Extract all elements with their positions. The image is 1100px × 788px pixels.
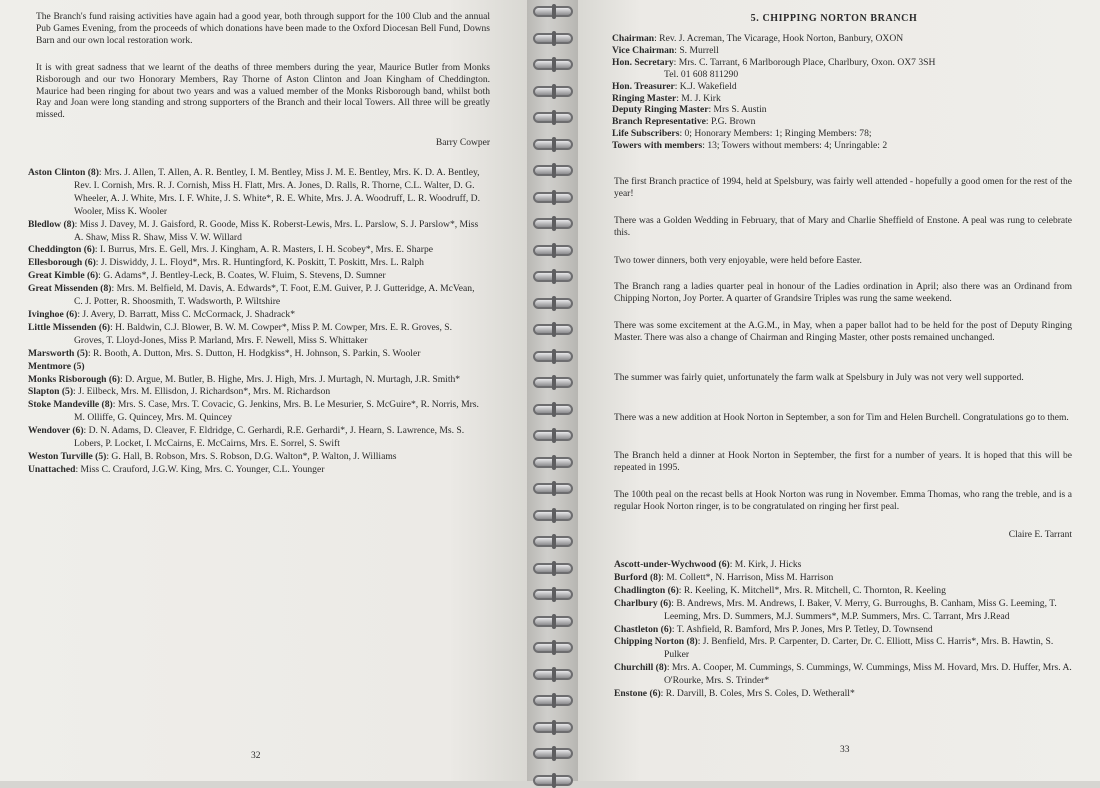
paragraph-first-practice: The first Branch practice of 1994, held at Spelsbury, was fairly well attended - hopefully a good omen for the rest of the year! [614, 177, 1072, 199]
spiral-coil [533, 616, 573, 627]
tower-entry [28, 283, 484, 309]
officer-value: : 13; Towers without members: 4; Unringable: 2 [702, 140, 888, 152]
page-number-left: 32 [251, 751, 261, 761]
tower-name: Cheddington (6) [28, 244, 95, 256]
officer-value: : K.J. Wakefield [674, 80, 737, 92]
officer-role: Towers with members [612, 140, 703, 152]
officer-row [612, 69, 1072, 81]
tower-name: Mentmore (5) [28, 360, 85, 372]
officer-role: Deputy Ringing Master [612, 104, 709, 116]
tower-name: Chastleton (6) [614, 623, 672, 635]
spiral-coil [533, 748, 573, 759]
paragraph-golden-wedding: There was a Golden Wedding in February, that of Mary and Charlie Sheffield of Enstone. A peal was rung to celebrate this. [614, 216, 1072, 238]
tower-membership-list [614, 559, 1074, 701]
spiral-coil [533, 33, 573, 44]
tower-name: Slapton (5) [28, 386, 74, 398]
signature-claire-tarrant: Claire E. Tarrant [1008, 530, 1072, 540]
spiral-coil [533, 139, 573, 150]
tower-entry [28, 399, 484, 425]
tower-name: Unattached [28, 463, 76, 475]
tower-name: Aston Clinton (8) [28, 167, 99, 178]
tower-members: : D. Argue, M. Butler, B. Highe, Mrs. J. High, Mrs. J. Murtagh, N. Murtagh, J.R. Smith* [120, 373, 461, 385]
spiral-coil [533, 377, 573, 388]
tower-members: : Miss C. Crauford, J.G.W. King, Mrs. C. Younger, C.L. Younger [75, 463, 325, 475]
branch-heading: 5. CHIPPING NORTON BRANCH [750, 13, 918, 24]
paragraph-summer: The summer was fairly quiet, unfortunately the farm walk at Spelsbury in July was not very well supported. [614, 373, 1024, 383]
officer-phone: Tel. 01 608 811290 [664, 68, 739, 80]
officer-row [612, 128, 1072, 140]
spiral-coil [533, 430, 573, 441]
tower-name: Marsworth (5) [28, 347, 88, 359]
tower-entry [28, 309, 484, 322]
tower-members: : R. Darvill, B. Coles, Mrs S. Coles, D. Wetherall* [660, 688, 855, 700]
officer-value: : Mrs. C. Tarrant, 6 Marlborough Place, Charlbury, Oxon. OX7 3SH [673, 56, 936, 68]
tower-membership-list [28, 167, 484, 477]
officer-value: : 0; Honorary Members: 1; Ringing Members: 78; [679, 128, 872, 140]
spiral-coil [533, 271, 573, 282]
tower-members: : I. Burrus, Mrs. E. Gell, Mrs. J. Kingham, A. R. Masters, I. H. Scobey*, Mrs. E. Sharpe [94, 244, 434, 256]
tower-members: : Miss J. Davey, M. J. Gaisford, R. Goode, Miss K. Roberst-Lewis, Mrs. L. Parslow, S. J. Parslow*, Miss A. Shaw, Miss R. Shaw, Miss V. W. Willard [74, 218, 479, 243]
spiral-coil [533, 510, 573, 521]
officer-row [612, 93, 1072, 105]
tower-entry [28, 322, 484, 348]
spiral-coil [533, 483, 573, 494]
spiral-coil [533, 563, 573, 574]
paragraph-tower-dinners: Two tower dinners, both very enjoyable, were held before Easter. [614, 256, 862, 266]
tower-members: : R. Booth, A. Dutton, Mrs. S. Dutton, H. Hodgkiss*, H. Johnson, S. Parkin, S. Wooler [87, 347, 421, 359]
tower-entry [28, 167, 484, 219]
tower-members: : M. Collett*, N. Harrison, Miss M. Harrison [661, 571, 834, 583]
spiral-coil [533, 86, 573, 97]
officer-value: : Mrs S. Austin [708, 104, 767, 116]
officer-value: : P.G. Brown [705, 116, 756, 128]
tower-members: : T. Ashfield, R. Bamford, Mrs P. Jones, Mrs P. Tetley, D. Townsend [671, 623, 933, 635]
tower-entry [28, 464, 484, 477]
tower-entry [614, 598, 1074, 624]
tower-entry [28, 451, 484, 464]
spiral-binding [527, 0, 578, 781]
officer-value: : S. Murrell [674, 44, 719, 56]
officer-role: Hon. Treasurer [612, 80, 675, 92]
tower-members: : B. Andrews, Mrs. M. Andrews, I. Baker, V. Merry, G. Burroughs, B. Canham, Miss G. Leeming, T. Leeming, Mrs. D. Summers, M.J. Summers*, M.P. Summers, Mrs. C. Tarrant, Mrs J.Read [664, 597, 1057, 622]
spiral-coil [533, 165, 573, 176]
tower-entry [28, 361, 484, 374]
officer-role: Branch Representative [612, 116, 706, 128]
spiral-coil [533, 6, 573, 17]
spiral-coil [533, 536, 573, 547]
spiral-coil [533, 775, 573, 786]
tower-entry [28, 425, 484, 451]
paragraph-new-addition: There was a new addition at Hook Norton in September, a son for Tim and Helen Burchell. Congratulations go to them. [614, 413, 1069, 423]
officer-row [612, 116, 1072, 128]
spiral-coil [533, 324, 573, 335]
officer-row [612, 140, 1072, 152]
tower-entry [28, 219, 484, 245]
spiral-coil [533, 245, 573, 256]
spiral-coil [533, 457, 573, 468]
paragraph-ladies-quarter-peal: The Branch rang a ladies quarter peal in honour of the Ladies ordination in April; also there was an Ordinand from Chipping Norton, Joy Porter. A quarter of Grandsire Triples was rung the same weekend. [614, 282, 1072, 304]
tower-name: Great Kimble (6) [28, 270, 99, 282]
tower-members: : G. Hall, B. Robson, Mrs. S. Robson, D.G. Walton*, P. Walton, J. Williams [106, 450, 397, 462]
left-page [0, 0, 527, 781]
tower-name: Stoke Mandeville (8) [28, 399, 113, 411]
tower-members: : H. Baldwin, C.J. Blower, B. W. M. Cowper*, Miss P. M. Cowper, Mrs. E. R. Groves, S. Groves, T. Lloyd-Jones, Miss P. Marland, Mrs. F. Newell, Miss S. Whittaker [74, 321, 453, 346]
spiral-coil [533, 404, 573, 415]
officer-role: Chairman [612, 33, 655, 44]
tower-members: : J. Eilbeck, Mrs. M. Ellisdon, J. Richardson*, Mrs. M. Richardson [73, 386, 331, 398]
tower-entry [614, 636, 1074, 662]
paragraph-agm: There was some excitement at the A.G.M., in May, when a paper ballot had to be held for the post of Deputy Ringing Master. There was also a change of Chairman and Ringing Master, other posts remained unchanged. [614, 321, 1072, 343]
officer-role: Ringing Master [612, 92, 677, 104]
tower-entry [28, 257, 484, 270]
spiral-coil [533, 589, 573, 600]
tower-members: : Mrs. A. Cooper, M. Cummings, S. Cummings, W. Cummings, Miss M. Hovard, Mrs. D. Huffer, Mrs. A. O'Rourke, Mrs. S. Trinder* [664, 662, 1072, 687]
tower-entry [28, 348, 484, 361]
tower-name: Great Missenden (8) [28, 283, 112, 295]
spiral-coil [533, 695, 573, 706]
paragraph-fund-raising: The Branch's fund raising activities have again had a good year, both through support for the 100 Club and the annual Pub Games Evening, from the proceeds of which donations have been made to the Oxford Diocesan Bell Fund, Downs Barn and our own local restoration work. [36, 12, 490, 46]
tower-name: Chipping Norton (8) [614, 636, 698, 648]
signature-barry-cowper: Barry Cowper [435, 138, 490, 148]
spiral-coil [533, 192, 573, 203]
officer-row [612, 104, 1072, 116]
tower-name: Monks Risborough (6) [28, 373, 121, 385]
tower-members: : J. Diswiddy, J. L. Floyd*, Mrs. R. Huntingford, K. Poskitt, T. Poskitt, Mrs. L. Ralph [95, 257, 424, 269]
officer-row [612, 81, 1072, 93]
officer-role: Vice Chairman [612, 44, 675, 56]
tower-members: : R. Keeling, K. Mitchell*, Mrs. R. Mitchell, C. Thornton, R. Keeling [678, 584, 946, 596]
tower-name: Wendover (6) [28, 425, 84, 437]
officer-row [612, 57, 1072, 69]
officer-row [612, 33, 1072, 45]
tower-members: : D. N. Adams, D. Cleaver, F. Eldridge, C. Gerhardi, R.E. Gerhardi*, J. Hearn, S. Lawrence, Ms. S. Lobers, P. Locket, I. McCairns, E. McCairns, Mrs. E. Sorrel, S. Swift [74, 425, 465, 450]
tower-members: : Mrs. M. Belfield, M. Davis, A. Edwards*, T. Foot, E.M. Guiver, P. J. Gutteridge, A. McVean, C. J. Potter, R. Shoosmith, T. Wadsworth, P. Wiltshire [74, 283, 475, 308]
spiral-coil [533, 298, 573, 309]
spiral-coil [533, 218, 573, 229]
tower-name: Churchill (8) [614, 662, 667, 674]
spiral-coil [533, 669, 573, 680]
tower-members: : Mrs. S. Case, Mrs. T. Covacic, G. Jenkins, Mrs. B. Le Mesurier, S. McGuire*, R. Norris, Mrs. M. Olliffe, G. Quincey, Mrs. M. Quincey [74, 399, 479, 424]
tower-name: Bledlow (8) [28, 218, 75, 230]
tower-name: Chadlington (6) [614, 584, 679, 596]
tower-entry [614, 559, 1074, 572]
spiral-coil [533, 351, 573, 362]
spiral-coil [533, 59, 573, 70]
tower-entry [28, 270, 484, 283]
officer-role: Life Subscribers [612, 128, 680, 140]
spiral-coil [533, 112, 573, 123]
tower-members: : J. Benfield, Mrs. P. Carpenter, D. Carter, Dr. C. Elliott, Miss C. Harris*, Mrs. B. Hawtin, S. Pulker [664, 636, 1054, 661]
officer-role: Hon. Secretary [612, 56, 674, 68]
tower-entry [614, 572, 1074, 585]
right-page [578, 0, 1100, 781]
officer-row [612, 45, 1072, 57]
tower-name: Enstone (6) [614, 688, 661, 700]
tower-entry [28, 386, 484, 399]
tower-members: : J. Avery, D. Barratt, Miss C. McCormack, J. Shadrack* [77, 308, 296, 320]
paragraph-branch-dinner: The Branch held a dinner at Hook Norton in September, the first for a number of years. It is hoped that this will be repeated in 1995. [614, 451, 1072, 473]
tower-entry [28, 374, 484, 387]
tower-entry [614, 688, 1074, 701]
paragraph-100th-peal: The 100th peal on the recast bells at Hook Norton was rung in November. Emma Thomas, who rang the treble, and is a regular Hook Norton ringer, is to be congratulated on ringing her first peal. [614, 490, 1072, 512]
tower-entry [614, 585, 1074, 598]
spiral-coil [533, 642, 573, 653]
tower-name: Weston Turville (5) [28, 450, 107, 462]
tower-members: : M. Kirk, J. Hicks [729, 559, 802, 570]
tower-members: : Mrs. J. Allen, T. Allen, A. R. Bentley, I. M. Bentley, Miss J. M. E. Bentley, Mrs. K. D. A. Bentley, Rev. I. Cornish, Mrs. R. J. Cornish, Miss H. Flatt, Mrs. A. Jones, D. Ralls, R. Thorne, C.L. Walter, D. G. Wheeler, A. J. White, Mrs. I. F. White, J. S. White*, R. E. White, Mrs. J. A. Woodruff, L. R. Woodruff, D. Wooler, Miss K. Wooler [74, 167, 480, 217]
tower-name: Ivinghoe (6) [28, 308, 78, 320]
tower-entry [614, 662, 1074, 688]
officer-value: : M. J. Kirk [676, 92, 721, 104]
tower-entry [614, 624, 1074, 637]
tower-name: Little Missenden (6) [28, 321, 111, 333]
spiral-coil [533, 722, 573, 733]
tower-name: Ellesborough (6) [28, 257, 96, 269]
tower-name: Burford (8) [614, 571, 662, 583]
tower-name: Charlbury (6) [614, 597, 672, 609]
branch-officers [612, 33, 1072, 152]
tower-entry [28, 244, 484, 257]
page-number-right: 33 [840, 745, 850, 755]
officer-value: : Rev. J. Acreman, The Vicarage, Hook Norton, Banbury, OXON [654, 33, 904, 44]
paragraph-obituaries: It is with great sadness that we learnt of the deaths of three members during the year, Maurice Butler from Monks Risborough and our two Honorary Members, Ray Thorne of Aston Clinton and Joan Kingham of Cheddington. Maurice had been ringing for about two years and was a valued member of the Monks Risborough band, whilst both Ray and Joan were long standing and strong supporters of the Branch and their local Towers. All three will be greatly missed. [36, 63, 490, 121]
tower-members: : G. Adams*, J. Bentley-Leck, B. Coates, W. Fluim, S. Stevens, D. Sumner [98, 270, 386, 282]
tower-name: Ascott-under-Wychwood (6) [614, 559, 730, 570]
